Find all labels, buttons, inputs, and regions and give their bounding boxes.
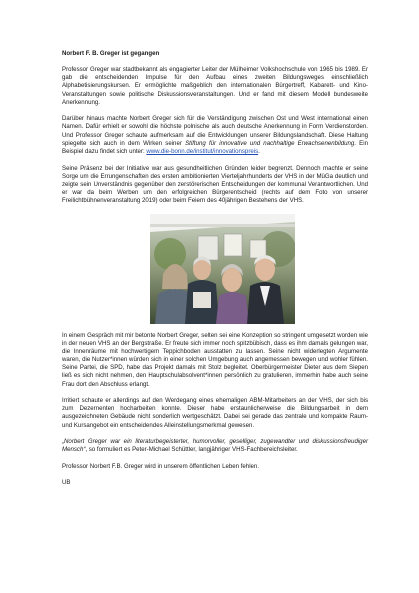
group-photo [150, 214, 295, 324]
author-initials: UB [62, 479, 71, 487]
article [62, 50, 368, 488]
foundation-name: Stiftung für innovative und nachhaltige Erwachsenenbildung [185, 139, 355, 147]
paragraph-4: In einem Gespräch mit mir betonte Norbert Greger, selten sei eine Konzeption so stringent umgesetzt worden wie in der neuen VHS an der Bergstraße. Er freute sich immer noch spitzbübisch, dass es ihm damals gelungen war, die Innenräume mit hochwertigem Teppichboden ausstatten zu lassen. Seine nicht widerlegten Argumente waren, die Nutzer*innen würden sich in einer solchen Umgebung auch angemessen bewegen und wohler fühlen. Seine Partei, die SPD, habe das Projekt damals mit Stolz begleitet. Oberbürgermeister Dieter aus dem Siepen ließ es sich nicht nehmen, den Hauptschulabsolvent*innen persönlich zu gratulieren, immerhin habe auch seine Frau dort den Abschluss erlangt. [62, 331, 368, 388]
quote-attribution: , so formuliert es Peter-Michael Schüttler, langjähriger VHS-Fachbereichsleiter. [85, 446, 298, 454]
innovation-prize-link[interactable]: www.die-bonn.de/institut/innovationspreis [146, 147, 259, 155]
quote-text: „Norbert Greger war ein literaturbegeisterter, humorvoller, geselliger, zugewandter und diskussionsfreudiger Mensch“ [62, 438, 368, 454]
paragraph-2 [62, 115, 368, 156]
paragraph-closing: Professor Norbert F.B. Greger wird in unserem öffentlichen Leben fehlen. [62, 462, 260, 470]
paragraph-3: Seine Präsenz bei der Initiative war aus gesundheitlichen Gründen leider begrenzt. Dennoch machte er seine Sorge um die Errungenschaften des ersten ambitionierten Vierteljahrhunderts der VHS in der MüGa deutlich und zeigte sein Unverständnis gegenüber den zerstörerischen Entscheidungen der kommunal Verantwortlichen. Und er war da beim Werben um den erfolgreichen Bürgerentscheid (rechts auf dem Foto von unserer Freilichtbühnenveranstaltung 2019) oder beim Feiern des 40jährigen Bestehens der VHS. [62, 164, 368, 205]
paragraph-5: Irritiert schaute er allerdings auf den Werdegang eines ehemaligen ABM-Mitarbeiters an der VHS, der sich bis zum Dezernenten hocharbeiten konnte. Dieser habe erstaunlicherweise die Bildungsarbeit in dem ausgezeichneten Gebäude nicht sonderlich wertgeschätzt. Dabei sei gerade das zentrale und kompakte Raum- und Kursangebot ein entscheidendes Alleinstellungsmerkmal gewesen. [62, 397, 368, 429]
paragraph-2-end: . [258, 147, 260, 155]
paragraph-2-text: Darüber hinaus machte Norbert Greger sich für die Verständigung zwischen Ost und West international einen Namen. Dafür erhielt er sowohl die höchste polnische als auch deutsche Anerkennung in Form Verdienstorden. Und Professor Greger schaute aufmerksam auf die Entwicklungen unserer Bildungslandschaft. Diese Haltung spiegelte sich auch in dem Wirken seiner [62, 115, 368, 147]
photo-image [150, 214, 295, 324]
paragraph-2-text-2: . Ein Beispiel dazu findet sich unter: [62, 139, 368, 155]
paragraph-quote [62, 438, 368, 454]
paragraph-1: Professor Greger war stadtbekannt als engagierter Leiter der Mülheimer Volkshochschule von 1965 bis 1989. Er gab die entscheidenden Impulse für den Aufbau eines zweiten Bildungsweges einschließlich Alphabetisierungskursen. Er ermöglichte maßgeblich den internationalen Bürgertreff, Kabarett- und Kino-Veranstaltungen sowie politische Diskussionsveranstaltungen. Und er fand mit diesem Modell bundesweite Anerkennung. [62, 66, 368, 106]
article-title: Norbert F. B. Greger ist gegangen [62, 50, 160, 57]
